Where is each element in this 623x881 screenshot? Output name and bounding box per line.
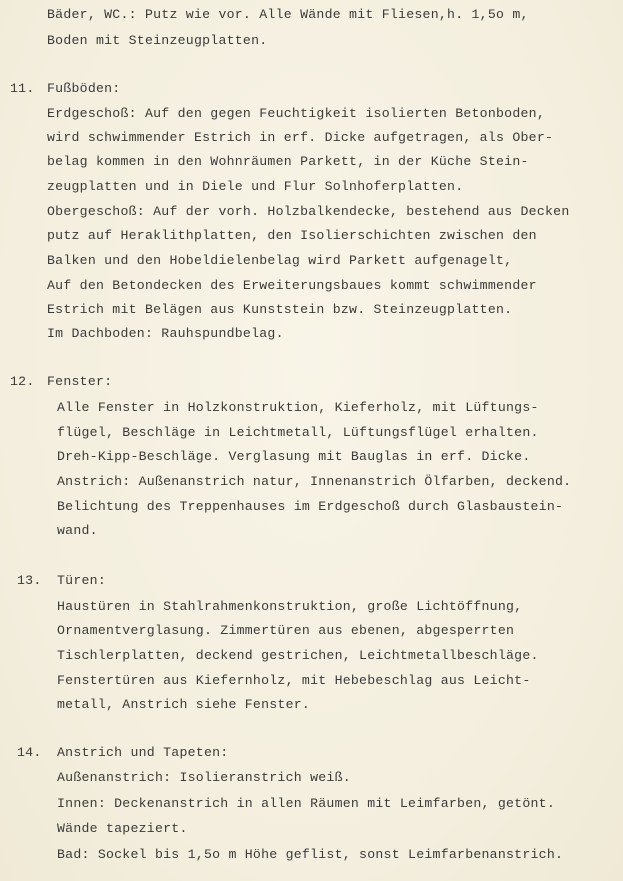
- section-title: Türen:: [57, 573, 106, 588]
- section-line: Belichtung des Treppenhauses im Erdgeschoß durch Glasbaustein-: [57, 499, 564, 514]
- section-line: Haustüren in Stahlrahmenkonstruktion, große Lichtöffnung,: [57, 599, 523, 614]
- section-line: belag kommen in den Wohnräumen Parkett, in der Küche Stein-: [47, 154, 529, 169]
- section-title: Anstrich und Tapeten:: [57, 745, 229, 760]
- section-number: 13.: [17, 573, 42, 588]
- section-line: Alle Fenster in Holzkonstruktion, Kieferholz, mit Lüftungs-: [57, 400, 539, 415]
- section-number: 11.: [10, 81, 35, 96]
- section-line: Dreh-Kipp-Beschläge. Verglasung mit Bauglas in erf. Dicke.: [57, 449, 531, 464]
- section-line: Fenstertüren aus Kiefernholz, mit Hebebeschlag aus Leicht-: [57, 673, 531, 688]
- section-title: Fenster:: [47, 374, 113, 389]
- section-line: Tischlerplatten, deckend gestrichen, Leichtmetallbeschläge.: [57, 648, 539, 663]
- section-line: wand.: [57, 523, 98, 538]
- section-line: Estrich mit Belägen aus Kunststein bzw. Steinzeugplatten.: [47, 302, 513, 317]
- section-number: 14.: [17, 745, 42, 760]
- section-line: zeugplatten und in Diele und Flur Solnhoferplatten.: [47, 179, 464, 194]
- section-line: Erdgeschoß: Auf den gegen Feuchtigkeit isolierten Betonboden,: [47, 106, 545, 121]
- section-line: Obergeschoß: Auf der vorh. Holzbalkendecke, bestehend aus Decken: [47, 204, 570, 219]
- section-line: Ornamentverglasung. Zimmertüren aus ebenen, abgesperrten: [57, 623, 515, 638]
- section-line: Wände tapeziert.: [57, 821, 188, 836]
- section-line: Bad: Sockel bis 1,5o m Höhe geflist, sonst Leimfarbenanstrich.: [57, 847, 564, 862]
- section-line: Außenanstrich: Isolieranstrich weiß.: [57, 770, 351, 785]
- section-line: Auf den Betondecken des Erweiterungsbaues kommt schwimmender: [47, 278, 537, 293]
- section-line: putz auf Heraklithplatten, den Isolierschichten zwischen den: [47, 228, 537, 243]
- section-line: flügel, Beschläge in Leichtmetall, Lüftungsflügel erhalten.: [57, 425, 539, 440]
- section-number: 12.: [10, 374, 35, 389]
- section-line: Anstrich: Außenanstrich natur, Innenanstrich Ölfarben, deckend.: [57, 474, 572, 489]
- section-line: Balken und den Hobeldielenbelag wird Parkett aufgenagelt,: [47, 253, 513, 268]
- section-line: Im Dachboden: Rauhspundbelag.: [47, 326, 284, 341]
- section-line: wird schwimmender Estrich in erf. Dicke aufgetragen, als Ober-: [47, 130, 554, 145]
- intro-line: Boden mit Steinzeugplatten.: [47, 33, 268, 48]
- section-line: Innen: Deckenanstrich in allen Räumen mit Leimfarben, getönt.: [57, 796, 555, 811]
- section-title: Fußböden:: [47, 81, 121, 96]
- section-line: metall, Anstrich siehe Fenster.: [57, 697, 311, 712]
- intro-line: Bäder, WC.: Putz wie vor. Alle Wände mit Fliesen,h. 1,5o m,: [47, 7, 529, 22]
